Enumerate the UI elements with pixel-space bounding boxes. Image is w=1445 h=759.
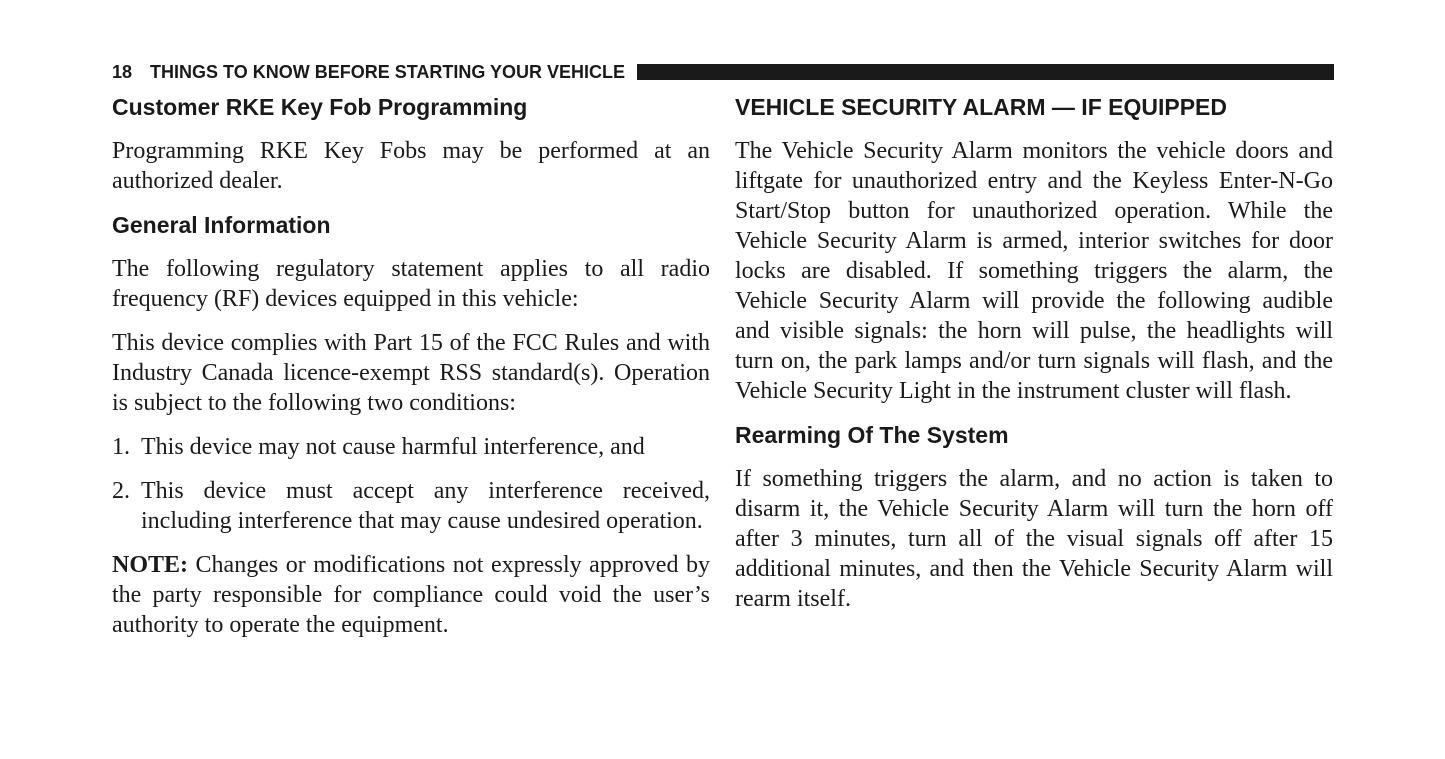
list-item-number: 2. [112, 478, 130, 504]
rearming-heading: Rearming Of The System [735, 422, 1009, 448]
left-column [112, 92, 710, 640]
list-item-text: This device must accept any interference received, including interference that may cause undesired operation. [141, 478, 710, 534]
rke-programming-heading: Customer RKE Key Fob Programming [112, 94, 528, 120]
regulatory-statement-text: The following regulatory statement applies to all radio frequency (RF) devices equipped in this vehicle: [112, 256, 710, 312]
security-alarm-heading: VEHICLE SECURITY ALARM — IF EQUIPPED [735, 94, 1227, 120]
page-header [112, 60, 1334, 84]
rke-programming-text: Programming RKE Key Fobs may be performed at an authorized dealer. [112, 138, 710, 194]
list-item [112, 432, 710, 462]
chapter-title: THINGS TO KNOW BEFORE STARTING YOUR VEHICLE [150, 61, 626, 82]
general-information-heading: General Information [112, 212, 331, 238]
note-text: Changes or modifications not expressly approved by the party responsible for compliance could void the user’s authority to operate the equipment. [112, 552, 710, 638]
note-label: NOTE: [112, 552, 189, 578]
fcc-compliance-text: This device complies with Part 15 of the FCC Rules and with Industry Canada licence-exempt RSS standard(s). Operation is subject to the following two conditions: [112, 330, 710, 416]
security-alarm-text: The Vehicle Security Alarm monitors the vehicle doors and liftgate for unauthorized entry and the Keyless Enter-N-Go Start/Stop button for unauthorized operation. While the Vehicle Security Alarm is armed, interior switches for door locks are disabled. If something triggers the alarm, the Vehicle Security Alarm will provide the following audible and visible signals: the horn will pulse, the headlights will turn on, the park lamps and/or turn signals will flash, and the Vehicle Security Light in the instrument cluster will flash. [735, 138, 1333, 404]
list-item [112, 476, 710, 536]
note-paragraph [112, 550, 710, 640]
right-column [735, 92, 1333, 614]
list-item-number: 1. [112, 434, 130, 460]
list-item-text: This device may not cause harmful interference, and [141, 434, 645, 460]
page-number: 18 [112, 61, 133, 82]
header-rule [637, 64, 1334, 80]
rearming-text: If something triggers the alarm, and no action is taken to disarm it, the Vehicle Security Alarm will turn the horn off after 3 minutes, turn all of the visual signals off after 15 additional minutes, and then the Vehicle Security Alarm will rearm itself. [735, 466, 1333, 612]
